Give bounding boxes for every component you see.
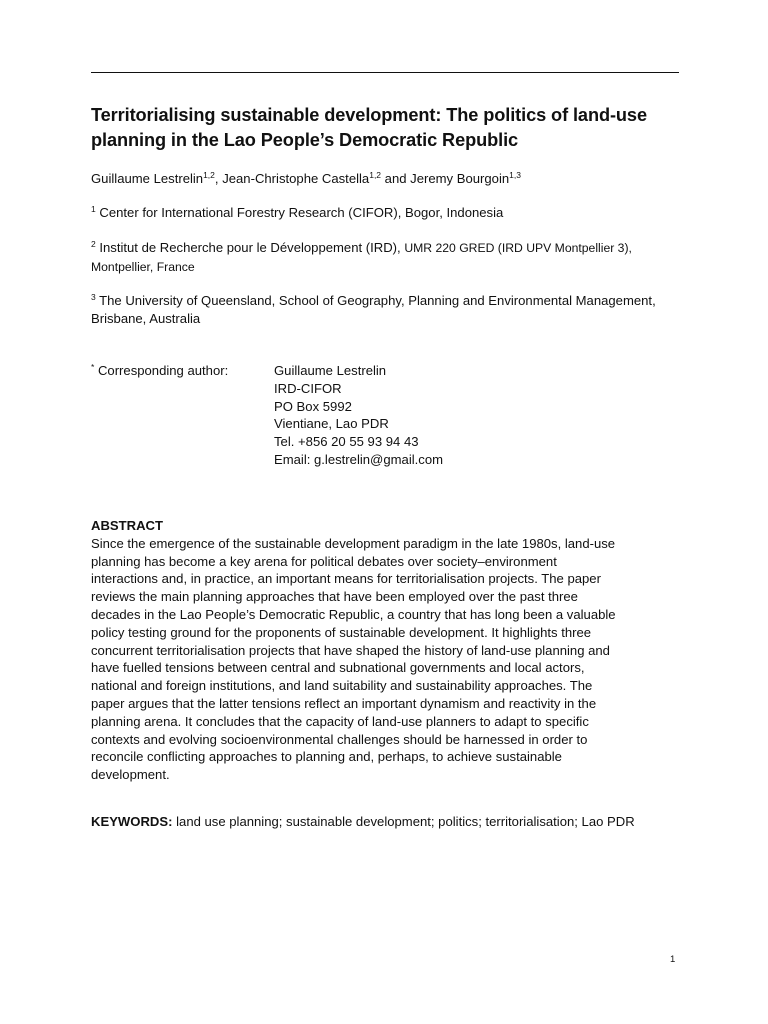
- affiliation-number: 3: [91, 292, 96, 302]
- abstract-line: have fuelled tensions between central and subnational governments and local actors,: [91, 660, 585, 676]
- author-name: Jean-Christophe Castella: [222, 171, 370, 186]
- author-separator: ,: [214, 171, 223, 186]
- abstract-line: development.: [91, 767, 170, 783]
- abstract-heading: ABSTRACT: [91, 518, 164, 533]
- corresponding-institution: IRD-CIFOR: [274, 380, 342, 396]
- corresponding-star: *: [91, 362, 95, 372]
- corresponding-author-label: [91, 362, 228, 380]
- affiliation-text-city: Montpellier, France: [91, 259, 195, 274]
- author-affiliation-marker: 1,3: [509, 170, 521, 180]
- author-name: Jeremy Bourgoin: [410, 171, 510, 186]
- abstract-line: Since the emergence of the sustainable development paradigm in the late 1980s, land-use: [91, 535, 616, 551]
- corresponding-email: Email: g.lestrelin@gmail.com: [274, 451, 444, 467]
- affiliation-number: 1: [91, 204, 96, 214]
- author-separator: and: [381, 171, 411, 186]
- author-list: [91, 170, 691, 188]
- top-rule: [91, 72, 679, 73]
- page-number: 1: [670, 954, 676, 965]
- affiliation-text: Center for International Forestry Research (CIFOR), Bogor, Indonesia: [99, 205, 504, 220]
- abstract-line: policy testing ground for the proponents of sustainable development. It highlights three: [91, 624, 592, 640]
- paper-title: Territorialising sustainable development: The politics of land-use planning in the Lao People’s Democratic Republic: [91, 105, 647, 150]
- author-affiliation-marker: 1,2: [203, 170, 215, 180]
- abstract-line: interactions and, in practice, an important means for territorialisation projects. The paper: [91, 571, 601, 587]
- keywords-line: [91, 813, 691, 831]
- corresponding-label-text: Corresponding author:: [97, 363, 229, 378]
- abstract-line: reviews the main planning approaches that have been employed over the past three: [91, 589, 578, 605]
- keywords-text: land use planning; sustainable development; politics; territorialisation; Lao PDR: [172, 814, 635, 829]
- affiliation-1: [91, 204, 691, 222]
- abstract-line: concurrent territorialisation projects that have shaped the history of land-use planning and: [91, 642, 610, 658]
- affiliation-3: [91, 292, 691, 328]
- affiliation-2: [91, 239, 691, 277]
- affiliation-text-unit: UMR 220 GRED (IRD UPV Montpellier 3),: [404, 241, 632, 255]
- keywords-label: KEYWORDS:: [91, 814, 173, 829]
- abstract-line: national and foreign institutions, and land suitability and sustainability approaches. The: [91, 678, 593, 694]
- abstract-line: contexts and evolving socioenvironmental challenges should be harnessed in order to: [91, 731, 588, 747]
- corresponding-name: Guillaume Lestrelin: [274, 363, 387, 378]
- abstract-line: reconcile conflicting approaches to planning and, perhaps, to achieve sustainable: [91, 749, 562, 765]
- affiliation-text: Institut de Recherche pour le Développement (IRD),: [99, 240, 405, 255]
- author-name: Guillaume Lestrelin: [91, 171, 204, 186]
- abstract-line: decades in the Lao People’s Democratic Republic, a country that has long been a valuable: [91, 606, 616, 622]
- corresponding-po-box: PO Box 5992: [274, 398, 352, 414]
- affiliation-text: The University of Queensland, School of Geography, Planning and Environmental Management, Brisbane, Australia: [91, 293, 656, 326]
- abstract-line: planning has become a key arena for political debates over society–environment: [91, 553, 557, 569]
- corresponding-address: [274, 362, 604, 469]
- affiliation-number: 2: [91, 239, 96, 249]
- author-affiliation-marker: 1,2: [369, 170, 382, 180]
- corresponding-city: Vientiane, Lao PDR: [274, 416, 389, 432]
- corresponding-phone: Tel. +856 20 55 93 94 43: [274, 434, 419, 450]
- abstract-line: paper argues that the latter tensions reflect an important dynamism and reactivity in the: [91, 695, 597, 711]
- abstract-body: [91, 535, 679, 784]
- abstract-line: planning arena. It concludes that the capacity of land-use planners to adapt to specific: [91, 713, 589, 729]
- abstract-section: [91, 517, 679, 784]
